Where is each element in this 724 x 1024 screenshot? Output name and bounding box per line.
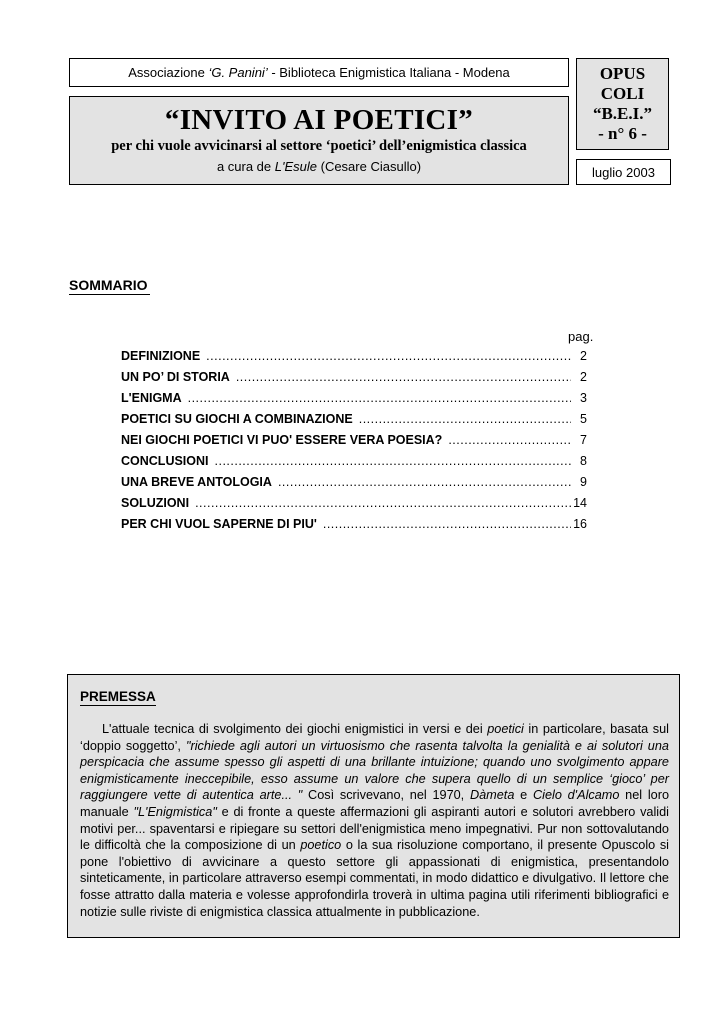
toc-entry-title: PER CHI VUOL SAPERNE DI PIU' <box>121 517 317 531</box>
page-column-label: pag. <box>568 329 594 344</box>
toc-leader <box>195 493 571 514</box>
assoc-name: ‘G. Panini’ <box>208 65 268 80</box>
publication-date: luglio 2003 <box>576 159 671 185</box>
curator-suffix: (Cesare Ciasullo) <box>317 159 422 174</box>
book-title-italic: "L'Enigmistica" <box>133 804 217 819</box>
text-run: in particolare, basata sul ‘doppio soggetto’, <box>80 722 669 753</box>
premessa-body <box>80 721 669 920</box>
toc-entry-page: 8 <box>580 454 587 468</box>
toc-entry-page: 2 <box>580 349 587 363</box>
association-header <box>69 58 569 87</box>
text-run-italic: poetico <box>300 838 342 853</box>
toc-leader <box>206 346 571 367</box>
opus-line-4: - n° 6 - <box>598 124 647 143</box>
assoc-prefix: Associazione <box>128 65 209 80</box>
opus-line-2: COLI <box>600 84 645 103</box>
sommario-heading: SOMMARIO <box>69 277 148 293</box>
toc-entry-page: 3 <box>580 391 587 405</box>
opus-line-1: OPUS <box>599 64 646 83</box>
opus-line-3: “B.E.I.” <box>592 104 653 123</box>
toc-entry[interactable] <box>121 346 587 367</box>
premessa-heading: PREMESSA <box>80 689 156 704</box>
toc-entry[interactable] <box>121 409 587 430</box>
text-run-italic: poetici <box>487 722 524 736</box>
text-run: o la sua risoluzione comportano, il presente Opuscolo si pone l'obiettivo di avvicinare a questo settore gli appassionati di enigmistica, presentandolo sinteticamente, in particolare attraverso esempi commentati, in modo didattico e divulgativo. Il lettore che fosse attratto dalla materia e volesse approfondirla troverà in ultima pagina utili riferimenti bibliografici e notizie sulle riviste di enigmistica classica attualmente in pubblicazione. <box>80 838 669 919</box>
toc-entry-page: 5 <box>580 412 587 426</box>
text-run: Così scrivevano, nel 1970, <box>302 788 470 803</box>
premessa-box <box>67 674 680 938</box>
text-run: e di fronte a queste affermazioni gli aspiranti autori e solutori avrebbero validi motivi per... spaventarsi e ripiegare su settori dell'enigmistica meno impegnativi. Pur non sottovalutando le difficoltà che la composizione di un <box>80 804 669 853</box>
toc-entry-title: L'ENIGMA <box>121 391 182 405</box>
toc-entry[interactable] <box>121 472 587 493</box>
quotation-italic: "richiede agli autori un virtuosismo che rasenta talvolta la genialità e ai solutori una perspicacia che assume spesso gli aspetti di una brillante intuizione; quando uno svolgimento appare enigmisticamente ineccepibile, esso assume un valore che supera quello di un semplice ‘gioco’ per raggiungere vette di autentica arte... " <box>80 738 669 803</box>
toc-entry-title: SOLUZIONI <box>121 496 190 510</box>
author-name-italic: Dàmeta <box>469 788 515 803</box>
title-box <box>69 96 569 185</box>
toc-leader <box>359 409 571 430</box>
toc-leader <box>188 388 571 409</box>
toc-entry[interactable] <box>121 493 587 514</box>
toc-entry[interactable] <box>121 451 587 472</box>
toc-entry-title: DEFINIZIONE <box>121 349 201 363</box>
toc-entry-page: 16 <box>573 517 587 531</box>
document-title: “INVITO AI POETICI” <box>164 104 474 136</box>
text-run: L'attuale tecnica di svolgimento dei giochi enigmistici in versi e dei <box>102 722 488 736</box>
toc-entry-title: UNA BREVE ANTOLOGIA <box>121 475 272 489</box>
toc-entry-page: 7 <box>580 433 587 447</box>
toc-entry[interactable] <box>121 367 587 388</box>
assoc-suffix: - Biblioteca Enigmistica Italiana - Modena <box>267 65 510 80</box>
toc-entry-title: UN PO’ DI STORIA <box>121 370 230 384</box>
curator-name: L'Esule <box>274 159 317 174</box>
author-name-italic: Cielo d'Alcamo <box>532 788 620 803</box>
opus-badge <box>576 58 669 150</box>
toc-leader <box>448 430 571 451</box>
curator-line <box>70 158 568 176</box>
toc-leader <box>236 367 571 388</box>
table-of-contents <box>121 346 587 535</box>
document-subtitle: per chi vuole avvicinarsi al settore ‘poetici’ dell’enigmistica classica <box>111 138 527 154</box>
toc-entry-page: 14 <box>573 496 587 510</box>
text-run: e <box>514 788 533 803</box>
toc-entry-title: NEI GIOCHI POETICI VI PUO' ESSERE VERA POESIA? <box>121 433 443 447</box>
toc-leader <box>278 472 571 493</box>
text-run: nel loro manuale <box>80 788 670 819</box>
toc-entry-page: 9 <box>580 475 587 489</box>
curator-prefix: a cura de <box>216 159 275 174</box>
toc-leader <box>215 451 572 472</box>
premessa-paragraph <box>80 721 669 920</box>
toc-entry-page: 2 <box>580 370 587 384</box>
toc-entry[interactable] <box>121 514 587 535</box>
toc-entry-title: POETICI SU GIOCHI A COMBINAZIONE <box>121 412 353 426</box>
toc-entry-title: CONCLUSIONI <box>121 454 209 468</box>
toc-entry[interactable] <box>121 430 587 451</box>
toc-leader <box>323 514 571 535</box>
toc-entry[interactable] <box>121 388 587 409</box>
